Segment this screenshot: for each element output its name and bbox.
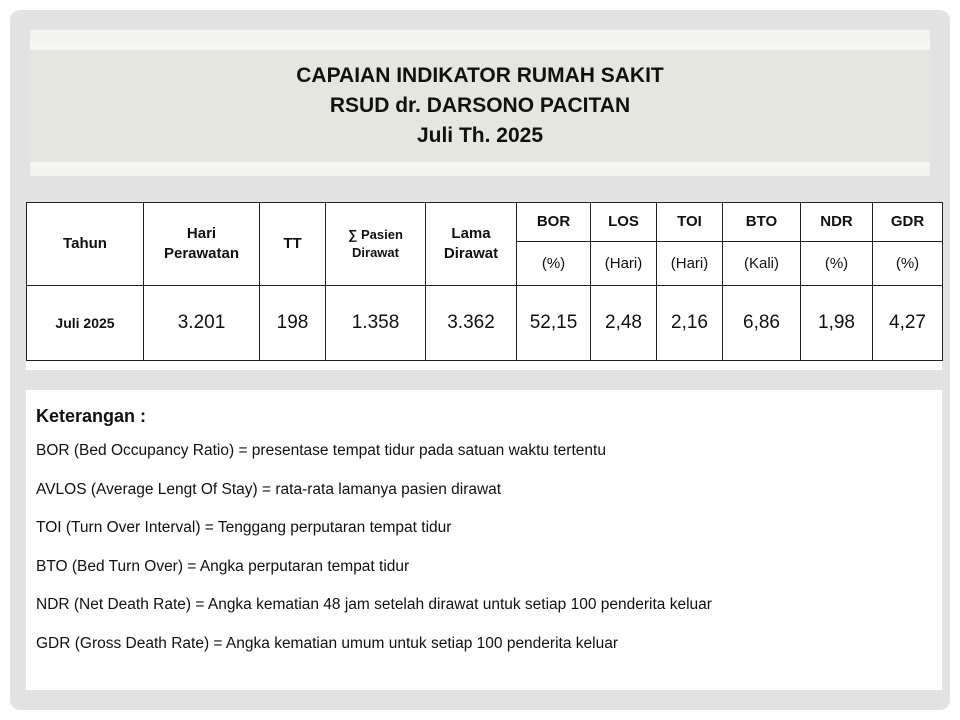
- cell-tahun: Juli 2025: [27, 286, 144, 361]
- unit-bto: (Kali): [723, 242, 801, 286]
- title-line-1: CAPAIAN INDIKATOR RUMAH SAKIT: [296, 64, 664, 87]
- unit-bor: (%): [517, 242, 591, 286]
- cell-tt: 198: [260, 286, 326, 361]
- header-ndr: NDR: [801, 203, 873, 242]
- note-bor: BOR (Bed Occupancy Ratio) = presentase tempat tidur pada satuan waktu tertentu: [36, 442, 606, 459]
- header-bor: BOR: [517, 203, 591, 242]
- cell-gdr: 4,27: [873, 286, 943, 361]
- header-lama-dirawat-text: Lama Dirawat: [443, 225, 499, 262]
- header-pasien-dirawat: [326, 203, 426, 286]
- cell-bto: 6,86: [723, 286, 801, 361]
- header-los: LOS: [591, 203, 657, 242]
- table-header-row: [27, 203, 943, 242]
- indicator-table: [26, 202, 943, 361]
- header-bto: BTO: [723, 203, 801, 242]
- title-line-2: RSUD dr. DARSONO PACITAN: [329, 94, 631, 117]
- notes-heading: Keterangan :: [36, 406, 147, 426]
- unit-los: (Hari): [591, 242, 657, 286]
- header-tt: TT: [260, 203, 326, 286]
- slide: [10, 10, 950, 710]
- unit-gdr: (%): [873, 242, 943, 286]
- cell-lama-dirawat: 3.362: [426, 286, 517, 361]
- cell-toi: 2,16: [657, 286, 723, 361]
- header-hari-perawatan-text: Hari Perawatan: [163, 225, 240, 262]
- title-box: [30, 30, 930, 176]
- note-gdr: GDR (Gross Death Rate) = Angka kematian umum untuk setiap 100 penderita keluar: [36, 634, 618, 652]
- cell-hari-perawatan: 3.201: [144, 286, 260, 361]
- header-lama-dirawat: [426, 203, 517, 286]
- unit-ndr: (%): [801, 242, 873, 286]
- header-hari-perawatan: [144, 203, 260, 286]
- unit-toi: (Hari): [657, 242, 723, 286]
- cell-bor: 52,15: [517, 286, 591, 361]
- header-gdr: GDR: [873, 203, 943, 242]
- note-ndr: NDR (Net Death Rate) = Angka kematian 48 jam setelah dirawat untuk setiap 100 penderita keluar: [36, 596, 712, 613]
- header-toi: TOI: [657, 203, 723, 242]
- indicator-table-wrap: [26, 202, 942, 370]
- cell-los: 2,48: [591, 286, 657, 361]
- header-pasien-dirawat-text: ∑ Pasien Dirawat: [348, 227, 403, 260]
- header-tahun: Tahun: [27, 203, 144, 286]
- notes-panel: [26, 390, 942, 690]
- note-bto: BTO (Bed Turn Over) = Angka perputaran tempat tidur: [36, 557, 410, 575]
- cell-ndr: 1,98: [801, 286, 873, 361]
- cell-pasien-dirawat: 1.358: [326, 286, 426, 361]
- title-line-3: Juli Th. 2025: [416, 124, 544, 147]
- note-toi: TOI (Turn Over Interval) = Tenggang perputaran tempat tidur: [36, 519, 452, 536]
- note-avlos: AVLOS (Average Lengt Of Stay) = rata-rata lamanya pasien dirawat: [36, 480, 502, 498]
- table-row: [27, 286, 943, 361]
